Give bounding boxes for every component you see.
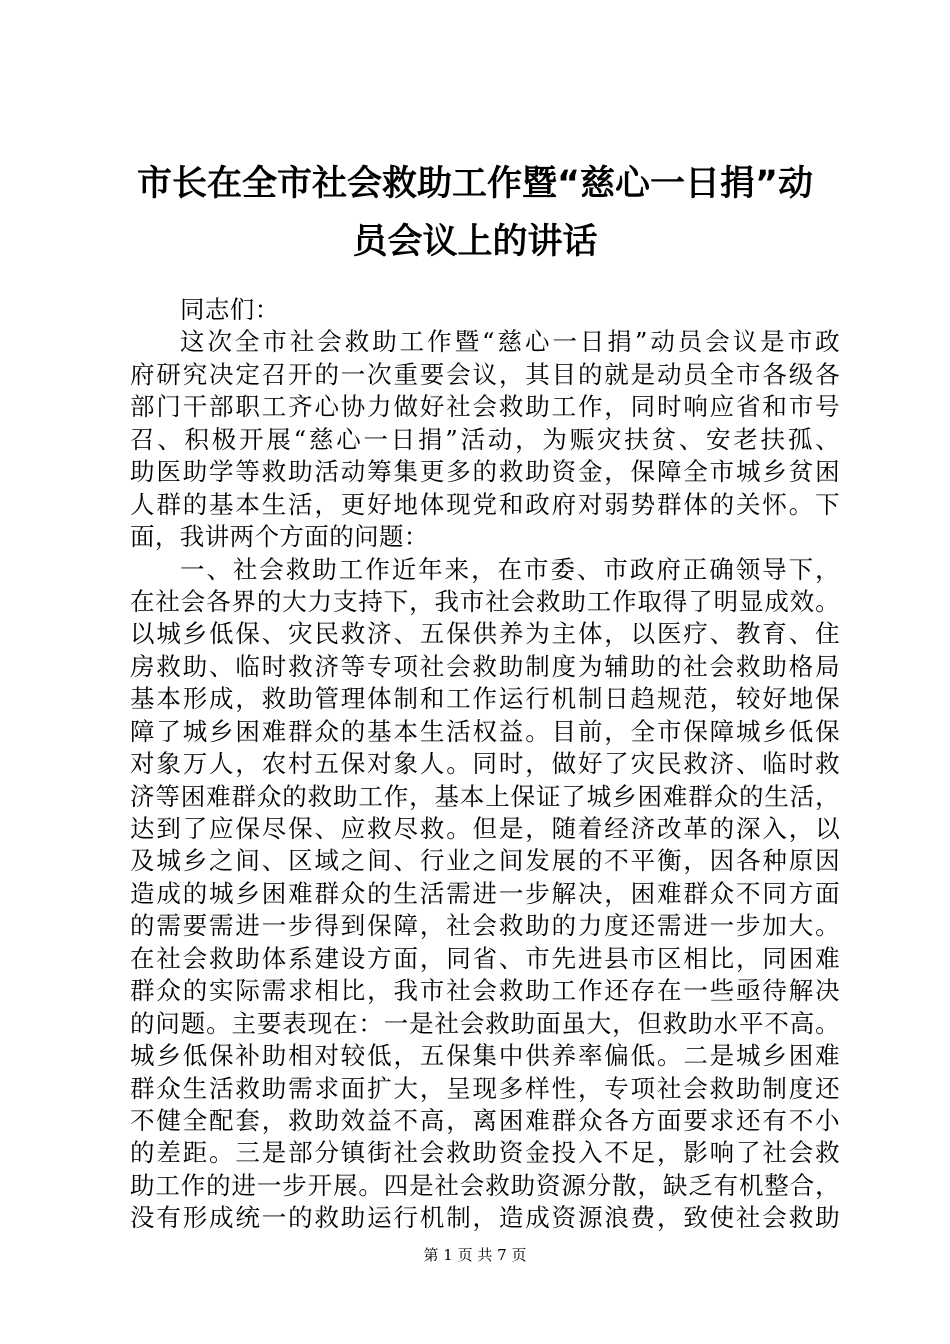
- body-line: 群众的实际需求相比，我市社会救助工作还存在一些亟待解决: [130, 976, 840, 1006]
- body-line: 障了城乡困难群众的基本生活权益。目前，全市保障城乡低保: [130, 716, 840, 746]
- document-title-line-2: 员会议上的讲话: [352, 222, 598, 262]
- body-line: 达到了应保尽保、应救尽救。但是，随着经济改革的深入，以: [130, 814, 840, 843]
- body-line: 城乡低保补助相对较低，五保集中供养率偏低。二是城乡困难: [130, 1041, 840, 1071]
- body-line: 基本形成，救助管理体制和工作运行机制日趋规范，较好地保: [130, 684, 840, 714]
- salutation: 同志们：: [180, 295, 280, 324]
- body-line: 这次全市社会救助工作暨“慈心一日捐”动员会议是市政: [180, 327, 840, 357]
- body-line: 助工作的进一步开展。四是社会救助资源分散，缺乏有机整合，: [130, 1170, 840, 1200]
- body-line: 的需要需进一步得到保障，社会救助的力度还需进一步加大。: [130, 911, 840, 941]
- body-line: 及城乡之间、区域之间、行业之间发展的不平衡，因各种原因: [130, 846, 840, 876]
- body-line: 没有形成统一的救助运行机制，造成资源浪费，致使社会救助: [130, 1203, 840, 1233]
- body-line: 人群的基本生活，更好地体现党和政府对弱势群体的关怀。下: [130, 489, 840, 519]
- document-body: [130, 294, 840, 1235]
- page-footer: 第 1 页 共 7 页: [423, 1246, 527, 1264]
- body-line: 济等困难群众的救助工作，基本上保证了城乡困难群众的生活，: [130, 781, 840, 811]
- body-line: 以城乡低保、灾民救济、五保供养为主体，以医疗、教育、住: [130, 619, 840, 649]
- body-line: 在社会各界的大力支持下，我市社会救助工作取得了明显成效。: [130, 586, 840, 616]
- body-line: 房救助、临时救济等专项社会救助制度为辅助的社会救助格局: [130, 651, 840, 681]
- document-title-line-1: 市长在全市社会救助工作暨“慈心一日捐”动: [136, 164, 813, 204]
- body-line: 助医助学等救助活动筹集更多的救助资金，保障全市城乡贫困: [130, 457, 840, 487]
- body-line: 府研究决定召开的一次重要会议，其目的就是动员全市各级各: [130, 359, 840, 389]
- body-line: 在社会救助体系建设方面，同省、市先进县市区相比，同困难: [130, 943, 840, 973]
- body-line: 面，我讲两个方面的问题：: [130, 522, 429, 552]
- body-line: 的问题。主要表现在：一是社会救助面虽大，但救助水平不高。: [130, 1008, 840, 1038]
- body-line: 群众生活救助需求面扩大，呈现多样性，专项社会救助制度还: [130, 1073, 840, 1103]
- body-line: 对象万人，农村五保对象人。同时，做好了灾民救济、临时救: [130, 749, 840, 779]
- body-line: 一、社会救助工作近年来，在市委、市政府正确领导下，: [180, 554, 840, 584]
- body-line: 部门干部职工齐心协力做好社会救助工作，同时响应省和市号: [130, 392, 840, 422]
- body-line: 造成的城乡困难群众的生活需进一步解决，困难群众不同方面: [130, 878, 840, 908]
- body-line: 召、积极开展“慈心一日捐”活动，为赈灾扶贫、安老扶孤、: [130, 424, 840, 454]
- body-line: 不健全配套，救助效益不高，离困难群众各方面要求还有不小: [130, 1105, 840, 1135]
- body-line: 的差距。三是部分镇街社会救助资金投入不足，影响了社会救: [130, 1138, 840, 1168]
